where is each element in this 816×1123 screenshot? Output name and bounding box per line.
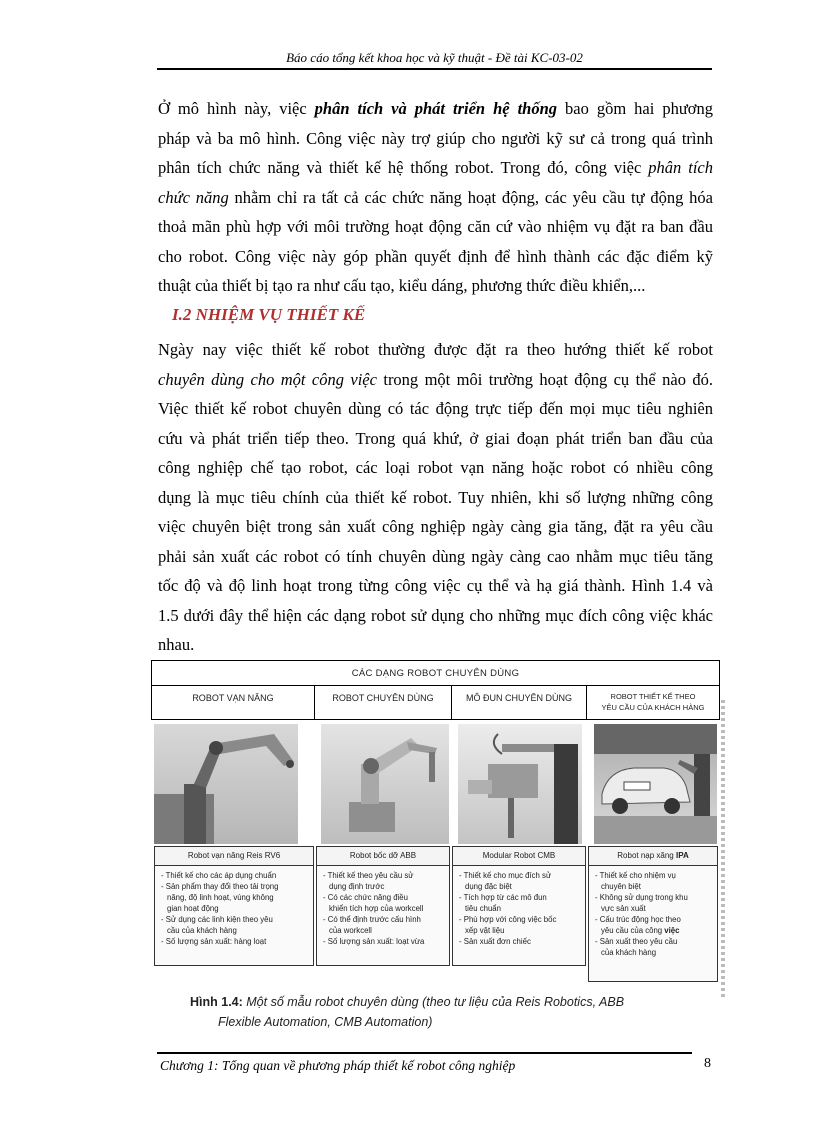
feature-item: năng, độ linh hoạt, vùng không bbox=[167, 893, 274, 902]
paragraph-line: thuật của thiết bị tạo ra như cấu tạo, kiểu dáng, phương thức điều khiển,... bbox=[158, 276, 646, 295]
feature-item: vực sản xuất bbox=[601, 904, 646, 913]
feature-item: - Sử dụng các linh kiện theo yêu bbox=[161, 915, 273, 924]
paragraph-intro bbox=[158, 94, 713, 301]
robot-photo bbox=[594, 724, 717, 844]
robot-feature-list bbox=[452, 866, 586, 966]
robot-caption: Modular Robot CMB bbox=[452, 846, 586, 866]
robot-caption: Robot nạp xăng IPA bbox=[588, 846, 718, 866]
page-number: 8 bbox=[704, 1056, 711, 1071]
paragraph-line: chức năng nhằm chỉ ra tất cả các chức năng hoạt động, các yêu cầu tự động hóa bbox=[158, 187, 713, 207]
paragraph-line: nhau. bbox=[158, 635, 195, 654]
feature-item: - Phù hợp với công việc bốc bbox=[459, 915, 557, 924]
paragraph-line: dụng là mục tiêu chính của thiết kế robot. Tuy nhiên, khi số lượng những công bbox=[158, 487, 713, 507]
feature-item: của workcell bbox=[329, 926, 372, 935]
feature-item: - Không sử dụng trong khu bbox=[595, 893, 688, 902]
feature-item: cầu của khách hàng bbox=[167, 926, 237, 935]
robot-photo bbox=[321, 724, 449, 844]
feature-item: dụng đặc biệt bbox=[465, 882, 512, 891]
feature-item: - Thiết kế cho các áp dụng chuẩn bbox=[161, 871, 277, 880]
paragraph-line: Ở mô hình này, việc phân tích và phát triển hệ thống bao gồm hai phương bbox=[158, 99, 713, 118]
paragraph-line: 1.5 dưới đây thể hiện các dạng robot sử dụng cho những mục đích công việc khác bbox=[158, 605, 713, 625]
figure-title: CÁC DẠNG ROBOT CHUYÊN DÙNG bbox=[151, 660, 720, 686]
robot-feature-list bbox=[316, 866, 450, 966]
feature-item: - Có các chức năng điều bbox=[323, 893, 408, 902]
feature-item: - Có thể định trước cấu hình bbox=[323, 915, 421, 924]
figure-robot-types bbox=[151, 660, 721, 986]
scan-edge-strip bbox=[721, 700, 725, 1000]
column-heading: ROBOT CHUYÊN DÙNG bbox=[314, 686, 452, 720]
feature-item: - Thiết kế cho nhiệm vụ bbox=[595, 871, 676, 880]
running-footer: Chương 1: Tổng quan về phương pháp thiết kế robot công nghiệp bbox=[160, 1058, 516, 1073]
paragraph-design-task bbox=[158, 335, 713, 660]
feature-item: - Tích hợp từ các mô đun bbox=[459, 893, 547, 902]
robot-photo bbox=[458, 724, 582, 844]
feature-item: dụng định trước bbox=[329, 882, 385, 891]
robot-feature-list bbox=[588, 866, 718, 982]
feature-item: - Sản phẩm thay đổi theo tải trọng bbox=[161, 882, 279, 891]
paragraph-line: chuyên dùng cho một công việc trong một môi trường hoạt động cụ thể nào đó. bbox=[158, 369, 713, 389]
robot-feature-list bbox=[154, 866, 314, 966]
feature-item: xếp vật liệu bbox=[465, 926, 505, 935]
paragraph-line: việc chuyên biệt trong sản xuất công nghiệp ngày càng gia tăng, đặt ra yêu cầu bbox=[158, 517, 713, 536]
feature-item: gian hoạt động bbox=[167, 904, 219, 913]
column-heading: ROBOT VẠN NĂNG bbox=[151, 686, 315, 720]
feature-item: của khách hàng bbox=[601, 948, 657, 957]
paragraph-line: phải sản xuất các robot có tính chuyên dùng ngày càng cao nhằm mục tiêu tăng bbox=[158, 546, 713, 566]
feature-item: - Cấu trúc động học theo bbox=[595, 915, 681, 924]
paragraph-line: phân tích chức năng và thiết kế hệ thống robot. Trong đó, công việc phân tích bbox=[158, 158, 713, 177]
paragraph-line: cho robot. Công việc này góp phần quyết định để hình thành các đặc điểm kỹ bbox=[158, 246, 713, 266]
feature-item: khiển tích hợp của workcell bbox=[329, 904, 424, 913]
paragraph-line: tốc độ và độ linh hoạt trong từng công việc cụ thể và hạ giá thành. Hình 1.4 và bbox=[158, 576, 713, 595]
paragraph-line: thoả mãn phù hợp với môi trường hoạt động căn cứ vào nhiệm vụ đặt ra ban đầu bbox=[158, 217, 713, 236]
footer-rule bbox=[157, 1052, 692, 1054]
robot-caption: Robot bốc dỡ ABB bbox=[316, 846, 450, 866]
column-heading: MÔ ĐUN CHUYÊN DÙNG bbox=[451, 686, 587, 720]
feature-item: chuyên biệt bbox=[601, 882, 641, 891]
paragraph-line: Việc thiết kế robot chuyên dùng có tác động trực tiếp đến mọi mục tiêu nghiên bbox=[158, 399, 713, 418]
feature-item: - Thiết kế theo yêu cầu sử bbox=[323, 871, 414, 880]
feature-item: - Sản xuất theo yêu cầu bbox=[595, 937, 678, 946]
figure-caption: Hình 1.4: Một số mẫu robot chuyên dùng (theo tư liệu của Reis Robotics, ABB Flexible Automation, CMB Automation) bbox=[190, 995, 625, 1029]
feature-item: - Số lượng sản xuất: loạt vừa bbox=[323, 937, 425, 946]
running-header: Báo cáo tổng kết khoa học và kỹ thuật - Đề tài KC-03-02 bbox=[286, 50, 583, 65]
feature-item: tiêu chuẩn bbox=[465, 904, 501, 913]
header-rule bbox=[157, 68, 712, 70]
feature-item: - Số lượng sản xuất: hàng loạt bbox=[161, 937, 267, 946]
robot-caption: Robot vạn năng Reis RV6 bbox=[154, 846, 314, 866]
paragraph-line: Ngày nay việc thiết kế robot thường được đặt ra theo hướng thiết kế robot bbox=[158, 340, 713, 359]
paragraph-line: công nghiệp chế tạo robot, các loại robot vạn năng hoặc robot có nhiều công bbox=[158, 458, 713, 477]
feature-item: - Thiết kế cho mục đích sử bbox=[459, 871, 552, 880]
section-heading: I.2 NHIỆM VỤ THIẾT KẾ bbox=[172, 305, 366, 324]
paragraph-line: pháp và ba mô hình. Công việc này trợ giúp cho người kỹ sư cả trong quá trình bbox=[158, 128, 713, 148]
column-heading: ROBOT THIẾT KẾ THEO YÊU CẦU CỦA KHÁCH HÀNG bbox=[586, 686, 720, 720]
feature-item: - Sản xuất đơn chiếc bbox=[459, 937, 531, 946]
robot-photo bbox=[154, 724, 298, 844]
paragraph-line: cứu và phát triển tiếp theo. Trong quá khứ, ở giai đoạn phát triển ban đầu của bbox=[158, 428, 713, 448]
feature-item: yêu cầu của công việc bbox=[601, 926, 680, 935]
